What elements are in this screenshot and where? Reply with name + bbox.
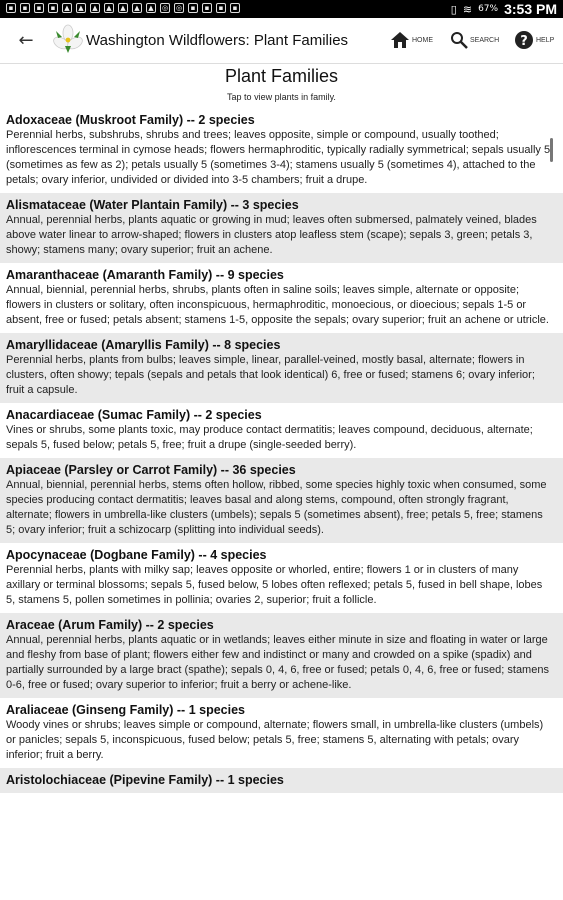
family-item-apiaceae[interactable] (0, 458, 563, 543)
home-label: HOME (412, 36, 433, 44)
scrollbar-thumb[interactable] (550, 138, 553, 162)
notification-icon: ▪ (230, 3, 240, 13)
family-description: Annual, biennial, perennial herbs, stems often hollow, ribbed, some species highly toxic when consumed, some species producing contact dermatitis; leaves basal and along stems, compound, often strongly fragrant, alternate; flowers in umbrella-like clusters (umbels); sepals 5 (sometimes absent), free; petals 5, free; stamens 5; ovary inferior; fruit a schizocarp (splitting into individual seeds). (6, 479, 547, 536)
family-item-amaryllidaceae[interactable] (0, 333, 563, 403)
status-time: 3:53 PM (504, 1, 557, 17)
notification-icon: ▪ (216, 3, 226, 13)
alert-icon: ▲ (104, 3, 114, 13)
notification-icon: ▪ (202, 3, 212, 13)
notification-icon: ◎ (161, 4, 169, 12)
battery-icon: 67% (478, 4, 499, 14)
alert-icon: ▲ (118, 3, 128, 13)
help-button[interactable] (514, 27, 554, 53)
system-status (451, 1, 557, 17)
family-description: Vines or shrubs, some plants toxic, may produce contact dermatitis; leaves compound, deciduous, alternate; sepals 5, fused below; petals 5, free; fruit a drupe (single-seeded berry). (6, 424, 533, 451)
family-name: Amaryllidaceae (Amaryllis Family) -- 8 species (6, 338, 281, 352)
home-button[interactable] (390, 27, 433, 53)
notification-icons (6, 3, 240, 13)
search-icon (450, 31, 468, 49)
family-name: Anacardiaceae (Sumac Family) -- 2 species (6, 408, 262, 422)
wifi-icon: ≋ (462, 2, 473, 16)
family-name: Alismataceae (Water Plantain Family) -- 3 species (6, 198, 299, 212)
notification-icon: ▪ (188, 3, 198, 13)
family-name: Adoxaceae (Muskroot Family) -- 2 species (6, 113, 255, 127)
trillium-logo-icon (52, 23, 84, 55)
family-item-apocynaceae[interactable] (0, 543, 563, 613)
family-description: Annual, biennial, perennial herbs, shrubs, plants often in saline soils; leaves simple, alternate or opposite; flowers in clusters or solitary, often inconspicuous, hermaphroditic, monoecious, or dioecious; sepals 1-5 or absent, free or fused; petals absent; stamens 1-5, opposite the sepals; ovary superior; fruit an achene or utricle. (6, 284, 549, 326)
notification-icon: ▪ (34, 3, 44, 13)
alert-icon: ▲ (76, 3, 86, 13)
family-description: Annual, perennial herbs, plants aquatic or growing in mud; leaves often submersed, palmately veined, blades above water linear to arrow-shaped; flowers in clusters atop leafless stem (scape); sepals 3, green; petals 3, showy; stamens many; ovary superior; fruit an achene. (6, 214, 537, 256)
family-item-araceae[interactable] (0, 613, 563, 698)
notification-icon: ▪ (20, 3, 30, 13)
alert-icon: ▲ (62, 3, 72, 13)
family-list[interactable] (0, 108, 563, 900)
notification-icon: ◎ (175, 4, 183, 12)
family-description: Annual, perennial herbs, plants aquatic or in wetlands; leaves either minute in size and floating in water or large and fleshy from base of plant; flowers either few and indistinct or many and crowded on a spike (spadix) and partially surrounded by a large bract (spathe); sepals 0, 4, 6, free or fused; petals 0, 4, 6, free or fused; stamens 0-6, free or fused; ovary superior to inferior; fruit a berry or achene-like. (6, 634, 549, 691)
family-item-adoxaceae[interactable] (0, 108, 563, 193)
help-icon (514, 30, 534, 50)
family-item-amaranthaceae[interactable] (0, 263, 563, 333)
search-button[interactable] (450, 27, 499, 53)
page-subtitle: Tap to view plants in family. (227, 92, 336, 102)
family-description: Perennial herbs, subshrubs, shrubs and trees; leaves opposite, simple or compound, usually toothed; inflorescences terminal in cymose heads; flowers hermaphroditic, typically radially symmetrical; sepals usually 5 (sometimes as few as 2); petals usually 5 (sometimes 3-4); stamens usually 5 (sometimes 4), attached to the petals; ovary inferior, undivided or divided into 3-5 chambers; fruit a drupe. (6, 129, 551, 186)
alert-icon: ▲ (146, 3, 156, 13)
home-icon (390, 31, 410, 49)
family-name: Apiaceae (Parsley or Carrot Family) -- 36 species (6, 463, 296, 477)
alert-icon: ▲ (90, 3, 100, 13)
help-label: HELP (536, 36, 555, 44)
search-label: SEARCH (470, 36, 500, 44)
svg-text:?: ? (520, 34, 528, 49)
family-item-alismataceae[interactable] (0, 193, 563, 263)
family-name: Apocynaceae (Dogbane Family) -- 4 species (6, 548, 267, 562)
family-name: Araceae (Arum Family) -- 2 species (6, 618, 214, 632)
page-title: Plant Families (224, 66, 339, 86)
family-name: Aristolochiaceae (Pipevine Family) -- 1 species (6, 773, 284, 787)
vibrate-icon: ▯ (450, 2, 457, 16)
notification-icon: ▪ (6, 3, 16, 13)
family-description: Perennial herbs, plants with milky sap; leaves opposite or whorled, entire; flowers 1 or in clusters of many axillary or terminal blossoms; sepals 5, fused below, 5 lobes often reflexed; petals 5, fused in bell shape, lobes 5, stamens 5, pollen sometimes in pollinia; ovaries 2, superior; fruit a follicle. (6, 564, 543, 606)
family-description: Woody vines or shrubs; leaves simple or compound, alternate; flowers small, in umbrella-like clusters (umbels) or panicles; sepals 5, inconspicuous, fused below; petals 5, free; stamens 5, alternating with petals; ovary inferior; fruit a berry. (6, 719, 544, 761)
family-name: Amaranthaceae (Amaranth Family) -- 9 species (6, 268, 284, 282)
back-arrow-icon[interactable]: ← (18, 30, 34, 51)
family-item-anacardiaceae[interactable] (0, 403, 563, 458)
family-item-aristolochiaceae[interactable] (0, 768, 563, 793)
family-name: Araliaceae (Ginseng Family) -- 1 species (6, 703, 245, 717)
app-bar (0, 18, 563, 64)
alert-icon: ▲ (132, 3, 142, 13)
notification-icon: ▪ (48, 3, 58, 13)
family-description: Perennial herbs, plants from bulbs; leaves simple, linear, parallel-veined, mostly basal, alternate; flowers in clusters, often showy; tepals (sepals and petals that look identical) 6, free or fused; stamens 6; ovary inferior; fruit a capsule. (6, 354, 535, 396)
app-title: Washington Wildflowers: Plant Families (86, 32, 349, 49)
family-item-araliaceae[interactable] (0, 698, 563, 768)
status-bar (0, 0, 563, 18)
